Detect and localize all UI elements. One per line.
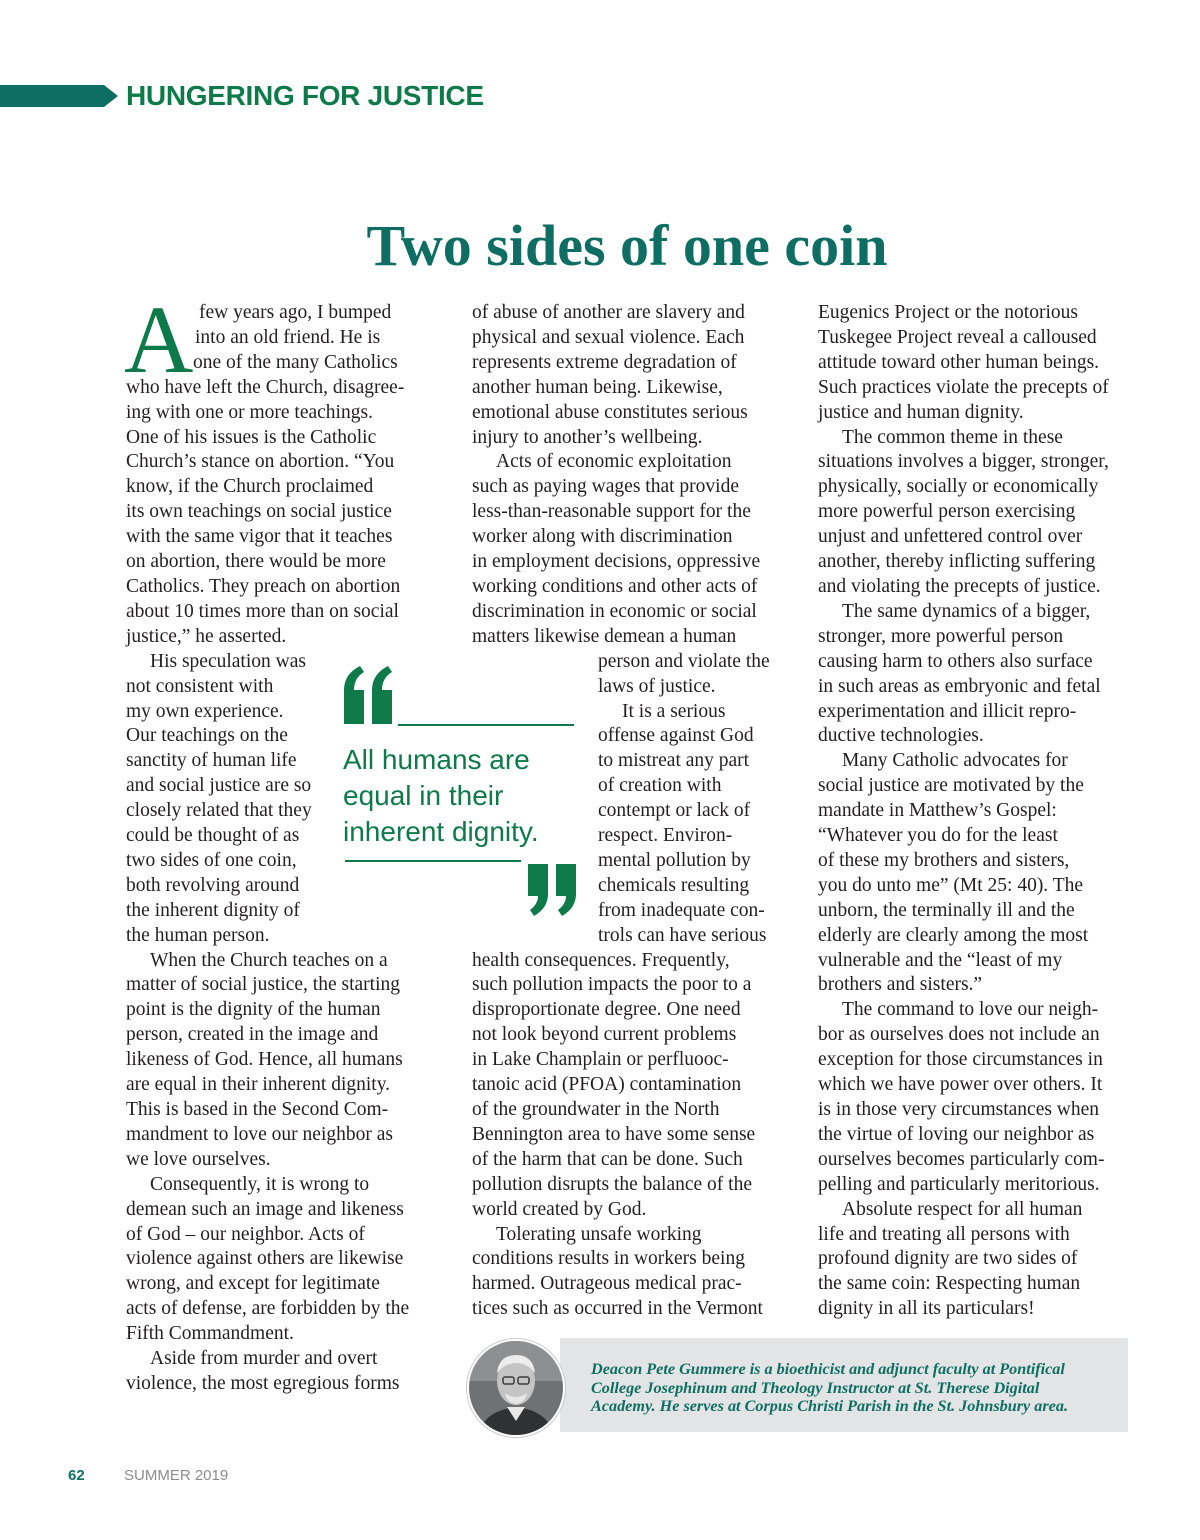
body-line: ing with one or more teachings. (126, 401, 373, 423)
body-line: such as paying wages that provide (472, 476, 739, 498)
body-line: person and violate the (598, 650, 770, 672)
article-column-3 (818, 301, 1133, 1322)
body-line: emotional abuse constitutes serious (472, 401, 748, 423)
body-line: justice and human dignity. (818, 401, 1024, 423)
body-line: “Whatever you do for the least (818, 825, 1058, 847)
body-line: demean such an image and likeness (126, 1198, 404, 1220)
body-line: justice,” he asserted. (126, 625, 287, 647)
body-line: the virtue of loving our neighbor as (818, 1123, 1095, 1145)
body-line: into an old friend. He is (195, 326, 381, 348)
body-line: mandate in Matthew’s Gospel: (818, 800, 1057, 822)
body-line: Catholics. They preach on abortion (126, 575, 401, 597)
body-line: violence against others are likewise (126, 1248, 404, 1270)
body-line: Many Catholic advocates for (842, 750, 1068, 772)
body-line: This is based in the Second Com- (126, 1099, 389, 1120)
body-line: dignity in all its particulars! (818, 1298, 1035, 1320)
body-line: less-than-reasonable support for the (472, 501, 751, 523)
body-line: injury to another’s wellbeing. (472, 426, 703, 448)
body-line: not consistent with (126, 675, 274, 697)
body-line: both revolving around (126, 874, 300, 896)
body-line: respect. Environ- (598, 825, 733, 847)
body-line: of God – our neighbor. Acts of (126, 1223, 365, 1245)
body-line: who have left the Church, disagree- (126, 376, 405, 398)
body-line: my own experience. (126, 700, 284, 722)
body-line: profound dignity are two sides of (818, 1248, 1078, 1270)
body-line: unborn, the terminally ill and the (818, 899, 1075, 921)
body-line: stronger, more powerful person (818, 625, 1064, 647)
body-line: disproportionate degree. One need (472, 999, 741, 1021)
body-line: Aside from murder and overt (150, 1348, 378, 1370)
body-line: are equal in their inherent dignity. (126, 1074, 391, 1096)
body-line: ourselves becomes particularly com- (818, 1148, 1105, 1170)
body-line: matters likewise demean a human (472, 625, 737, 647)
body-line: brothers and sisters.” (818, 974, 983, 996)
author-bio-line: College Josephinum and Theology Instructor at St. Therese Digital (591, 1378, 1040, 1397)
body-line: unjust and unfettered control over (818, 526, 1083, 548)
body-line: likeness of God. Hence, all humans (126, 1049, 403, 1071)
body-line: of the groundwater in the North (472, 1099, 720, 1120)
body-line: offense against God (598, 725, 754, 747)
body-line: one of the many Catholics (193, 351, 398, 373)
section-bar (0, 85, 104, 107)
body-line: in Lake Champlain or perfluooc- (472, 1049, 729, 1071)
body-line: causing harm to others also surface (818, 650, 1093, 672)
body-line: exception for those circumstances in (818, 1049, 1103, 1071)
body-line: not look beyond current problems (472, 1024, 737, 1046)
drop-cap: A (124, 286, 194, 393)
body-line: tanoic acid (PFOA) contamination (472, 1074, 742, 1096)
body-line: Absolute respect for all human (842, 1198, 1083, 1220)
pull-quote (343, 742, 583, 850)
body-line: few years ago, I bumped (199, 302, 392, 323)
body-line: Eugenics Project or the notorious (818, 302, 1078, 323)
pull-quote-line: equal in their (343, 780, 504, 811)
section-label: HUNGERING FOR JUSTICE (126, 80, 484, 111)
body-line: tices such as occurred in the Vermont (472, 1298, 763, 1320)
body-line: represents extreme degradation of (472, 351, 737, 373)
body-line: Tuskegee Project reveal a calloused (818, 326, 1097, 348)
author-portrait-icon (469, 1341, 563, 1435)
body-line: such pollution impacts the poor to a (472, 974, 752, 996)
body-line: of the harm that can be done. Such (472, 1148, 743, 1170)
body-line: in such areas as embryonic and fetal (818, 675, 1101, 697)
body-line: acts of defense, are forbidden by the (126, 1298, 410, 1320)
body-line: know, if the Church proclaimed (126, 476, 374, 498)
body-line: you do unto me” (Mt 25: 40). The (818, 874, 1084, 896)
author-bio (591, 1360, 1121, 1416)
body-line: mental pollution by (598, 849, 751, 871)
body-line: worker along with discrimination (472, 526, 733, 548)
body-line: in employment decisions, oppressive (472, 551, 761, 573)
body-line: ductive technologies. (818, 725, 984, 747)
body-line: wrong, and except for legitimate (126, 1273, 380, 1295)
body-line: to mistreat any part (598, 750, 750, 772)
body-line: Our teachings on the (126, 725, 288, 747)
body-line: harmed. Outrageous medical prac- (472, 1273, 742, 1295)
body-line: pelling and particularly meritorious. (818, 1173, 1100, 1195)
body-line: The command to love our neigh- (842, 999, 1099, 1021)
body-line: we love ourselves. (126, 1148, 271, 1170)
body-line: Bennington area to have some sense (472, 1123, 756, 1145)
body-line: health consequences. Frequently, (472, 949, 730, 971)
body-line: from inadequate con- (598, 899, 765, 921)
pull-quote-line: inherent dignity. (343, 816, 539, 847)
page-number: 62 (68, 1467, 85, 1484)
body-line: world created by God. (472, 1198, 647, 1220)
body-line: elderly are clearly among the most (818, 924, 1089, 946)
body-line: When the Church teaches on a (150, 949, 388, 971)
section-bar-arrow (104, 85, 118, 107)
body-line: physical and sexual violence. Each (472, 326, 745, 348)
body-line: mandment to love our neighbor as (126, 1123, 393, 1145)
body-line: more powerful person exercising (818, 501, 1076, 523)
body-line: conditions results in workers being (472, 1248, 745, 1270)
author-photo (467, 1339, 565, 1437)
body-line: The same dynamics of a bigger, (842, 600, 1091, 622)
pull-quote-rule-bottom (345, 860, 521, 862)
body-line: sanctity of human life (126, 750, 297, 772)
body-line: bor as ourselves does not include an (818, 1024, 1100, 1046)
body-line: One of his issues is the Catholic (126, 426, 377, 448)
body-line: two sides of one coin, (126, 849, 297, 871)
body-line: its own teachings on social justice (126, 501, 392, 523)
body-line: about 10 times more than on social (126, 600, 399, 622)
body-line: vulnerable and the “least of my (818, 949, 1063, 971)
body-line: of abuse of another are slavery and (472, 302, 745, 323)
pull-quote-line: All humans are (343, 744, 530, 775)
body-line: chemicals resulting (598, 874, 750, 896)
body-line: physically, socially or economically (818, 476, 1099, 498)
body-line: of these my brothers and sisters, (818, 849, 1070, 871)
body-line: Such practices violate the precepts of (818, 376, 1109, 398)
body-line: with the same vigor that it teaches (126, 526, 393, 548)
body-line: the inherent dignity of (126, 899, 300, 921)
body-line: the human person. (126, 924, 270, 946)
body-line: another, thereby inflicting suffering (818, 551, 1096, 573)
body-line: the same coin: Respecting human (818, 1273, 1081, 1295)
body-line: social justice are motivated by the (818, 775, 1084, 797)
body-line: which we have power over others. It (818, 1074, 1103, 1096)
body-line: attitude toward other human beings. (818, 351, 1100, 373)
open-quote-icon (340, 660, 400, 730)
body-line: and social justice are so (126, 775, 312, 797)
pull-quote-rule-top (398, 724, 574, 726)
body-line: person, created in the image and (126, 1024, 379, 1046)
close-quote-icon (522, 862, 582, 920)
body-line: is in those very circumstances when (818, 1099, 1100, 1120)
body-line: Church’s stance on abortion. “You (126, 451, 395, 473)
body-line: life and treating all persons with (818, 1223, 1070, 1245)
body-line: on abortion, there would be more (126, 551, 386, 573)
body-line: closely related that they (126, 800, 312, 822)
body-line: matter of social justice, the starting (126, 974, 400, 996)
body-line: situations involves a bigger, stronger, (818, 451, 1109, 473)
article-title: Two sides of one coin (366, 213, 888, 278)
issue-label: SUMMER 2019 (124, 1467, 229, 1484)
body-line: point is the dignity of the human (126, 999, 381, 1021)
body-line: Tolerating unsafe working (496, 1223, 702, 1245)
author-bio-line: Deacon Pete Gummere is a bioethicist and adjunct faculty at Pontifical (591, 1360, 1065, 1378)
body-line: Fifth Commandment. (126, 1323, 294, 1345)
body-line: of creation with (598, 775, 722, 797)
body-line: experimentation and illicit repro- (818, 700, 1077, 722)
body-line: could be thought of as (126, 825, 300, 847)
body-line: discrimination in economic or social (472, 600, 757, 622)
body-line: His speculation was (150, 650, 306, 672)
author-bio-line: Academy. He serves at Corpus Christi Parish in the St. Johnsbury area. (591, 1397, 1068, 1416)
body-line: contempt or lack of (598, 800, 751, 822)
body-line: another human being. Likewise, (472, 376, 723, 398)
body-line: Consequently, it is wrong to (150, 1173, 370, 1195)
body-line: laws of justice. (598, 675, 716, 697)
body-line: and violating the precepts of justice. (818, 575, 1101, 597)
body-line: trols can have serious (598, 924, 767, 946)
body-line: It is a serious (622, 700, 726, 722)
body-line: pollution disrupts the balance of the (472, 1173, 752, 1195)
body-line: violence, the most egregious forms (126, 1372, 400, 1394)
body-line: Acts of economic exploitation (496, 451, 732, 473)
body-line: The common theme in these (842, 426, 1063, 448)
body-line: working conditions and other acts of (472, 575, 758, 597)
